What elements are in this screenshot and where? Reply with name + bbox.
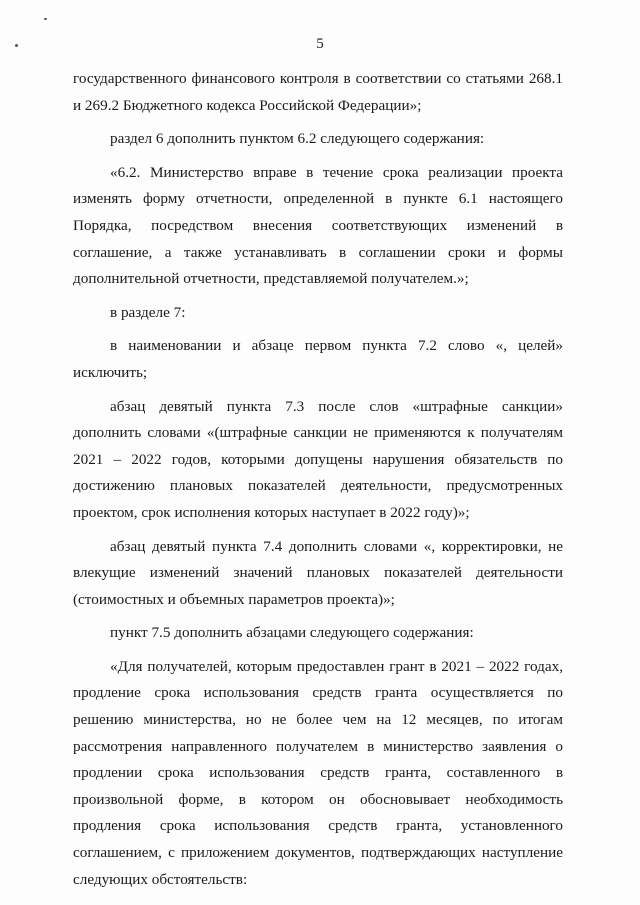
paragraph: государственного финансового контроля в соответствии со статьями 268.1 и 269.2 Бюджетного кодекса Российской Федерации»;: [73, 70, 563, 114]
paragraph: «6.2. Министерство вправе в течение срока реализации проекта изменять форму отчетности, определенной в пункте 6.1 настоящего Порядка, посредством внесения соответствующих изменений в соглашение, а также устанавливать в соглашении сроки и формы дополнительной отчетности, представляемой получателем.»;: [73, 163, 563, 288]
paragraph: пункт 7.5 дополнить абзацами следующего содержания:: [110, 624, 474, 642]
paragraph: в разделе 7:: [110, 303, 186, 321]
scan-speck: [44, 18, 47, 20]
paragraph: абзац девятый пункта 7.3 после слов «штрафные санкции» дополнить словами «(штрафные санкции не применяются к получателям 2021 – 2022 годов, которыми допущены нарушения обязательств по достижению плановых показателей деятельности, предусмотренных проектом, срок исполнения которых наступает в 2022 году)»;: [73, 397, 563, 521]
document-body: [73, 66, 563, 900]
paragraph: в наименовании и абзаце первом пункта 7.2 слово «, целей» исключить;: [73, 337, 563, 381]
paragraph: раздел 6 дополнить пунктом 6.2 следующего содержания:: [110, 130, 485, 148]
paragraph: абзац девятый пункта 7.4 дополнить словами «, корректировки, не влекущие изменений значений плановых показателей деятельности (стоимостных и объемных параметров проекта)»;: [73, 537, 563, 608]
page-number: 5: [316, 36, 324, 52]
paragraph: «Для получателей, которым предоставлен грант в 2021 – 2022 годах, продление срока использования средств гранта осуществляется по решению министерства, но не более чем на 12 месяцев, по итогам рассмотрения направленного получателем в министерство заявления о продлении срока использования средств гранта, составленного в произвольной форме, в котором он обосновывает необходимость продления срока использования средств гранта, установленного соглашением, с приложением документов, подтверждающих наступление следующих обстоятельств:: [73, 657, 563, 888]
